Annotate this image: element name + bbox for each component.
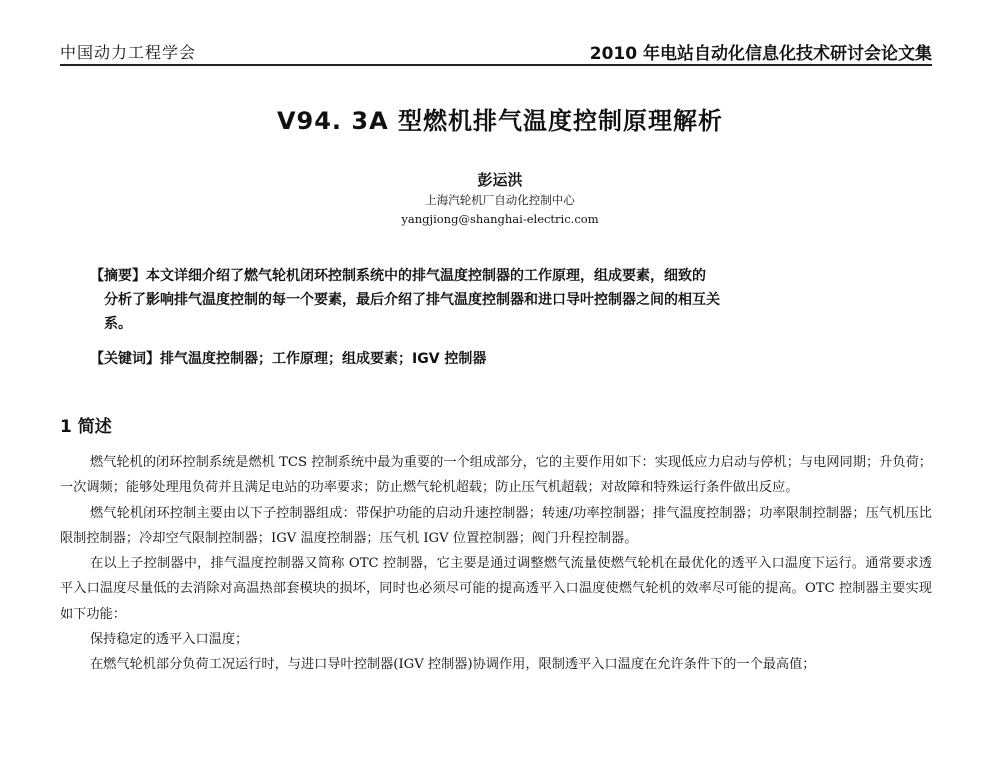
paper-author: 彭运洪 (477, 171, 523, 189)
author-email: yangjiong@shanghai-electric.com (401, 212, 599, 226)
body-paragraph: 在以上子控制器中，排气温度控制器又简称 OTC 控制器，它主要是通过调整燃气流量使燃气轮机在最优化的透平入口温度下运行。通常要求透平入口温度尽量低的去消除对高温热部套模块的损坏，同时也必须尽可能的提高透平入口温度使燃气轮机的效率尽可能的提高。OTC 控制器主要实现如下功能： (60, 556, 932, 622)
author-affiliation: 上海汽轮机厂自动化控制中心 (425, 193, 575, 207)
section-body (60, 450, 932, 678)
running-header (60, 36, 932, 66)
body-paragraph: 保持稳定的透平入口温度； (90, 632, 249, 648)
abstract-line: 【摘要】本文详细介绍了燃气轮机闭环控制系统中的排气温度控制器的工作原理，组成要素，细致的 (90, 268, 706, 284)
keywords: 【关键词】排气温度控制器；工作原理；组成要素；IGV 控制器 (90, 351, 487, 367)
paper-title: V94. 3A 型燃机排气温度控制原理解析 (276, 107, 724, 135)
header-society: 中国动力工程学会 (60, 43, 197, 62)
abstract-line: 分析了影响排气温度控制的每一个要素，最后介绍了排气温度控制器和进口导叶控制器之间的相互关 (104, 292, 720, 308)
abstract (90, 264, 890, 336)
body-paragraph: 在燃气轮机部分负荷工况运行时，与进口导叶控制器(IGV 控制器)协调作用，限制透平入口温度在允许条件下的一个最高值； (90, 657, 816, 673)
section-heading: 1 简述 (60, 417, 112, 437)
header-proceedings: 2010 年电站自动化信息化技术研讨会论文集 (589, 44, 932, 64)
body-paragraph: 燃气轮机闭环控制主要由以下子控制器组成：带保护功能的启动升速控制器；转速/功率控制器；排气温度控制器；功率限制控制器；压气机压比限制控制器；冷却空气限制控制器；IGV 温度控制器；压气机 IGV 位置控制器；阀门升程控制器。 (60, 505, 932, 546)
body-paragraph: 燃气轮机的闭环控制系统是燃机 TCS 控制系统中最为重要的一个组成部分，它的主要作用如下：实现低应力启动与停机；与电网同期；升负荷；一次调频；能够处理甩负荷并且满足电站的功率要求；防止燃气轮机超载；防止压气机超载；对故障和特殊运行条件做出反应。 (60, 455, 932, 496)
abstract-line: 系。 (104, 316, 132, 332)
